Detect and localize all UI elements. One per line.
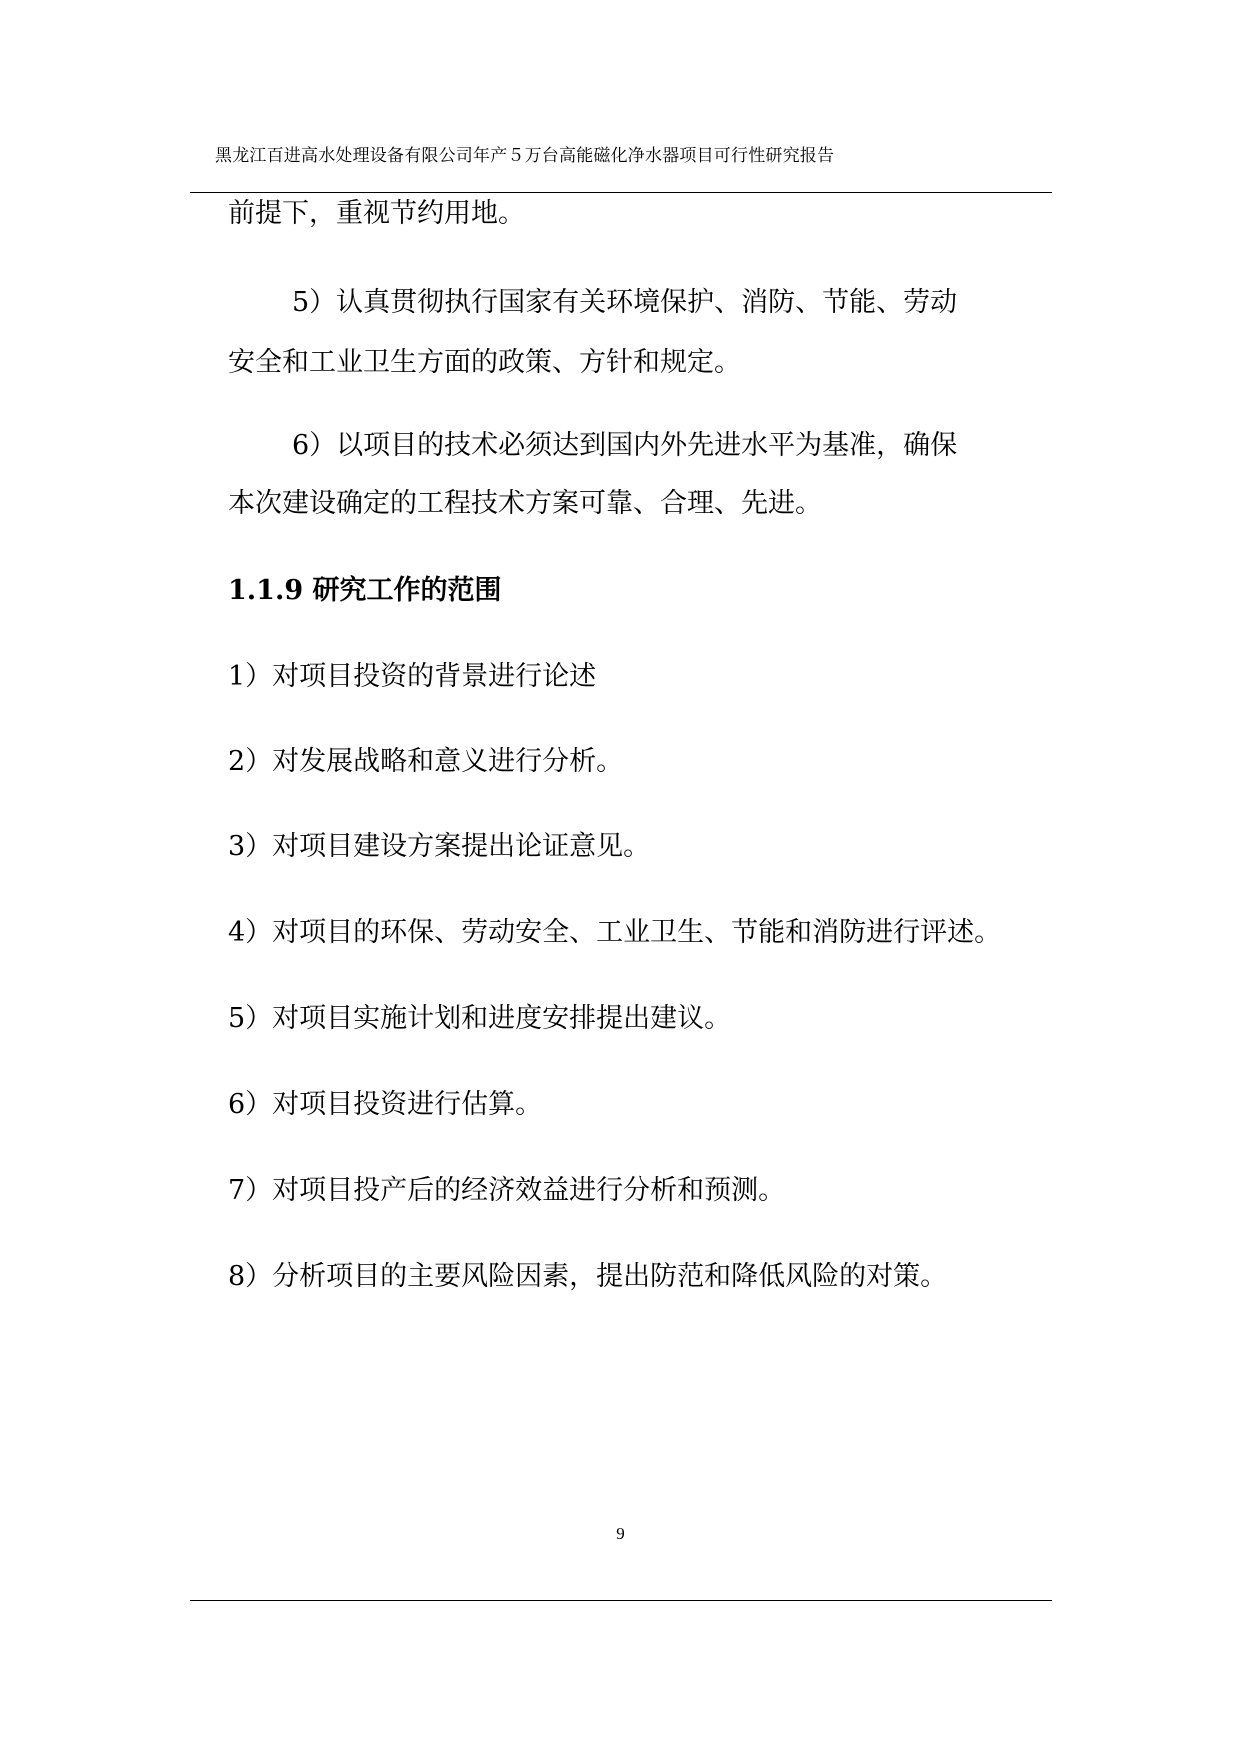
principle-6-line-1: 6）以项目的技术必须达到国内外先进水平为基准，确保: [292, 430, 958, 461]
section-heading: 1.1.9 研究工作的范围: [228, 575, 502, 606]
header-divider: [190, 192, 1052, 193]
list-item: 4）对项目的环保、劳动安全、工业卫生、节能和消防进行评述。: [228, 917, 1002, 948]
document-title: 黑龙江百进高水处理设备有限公司年产５万台高能磁化净水器项目可行性研究报告: [215, 146, 835, 166]
principle-5-line-2: 安全和工业卫生方面的政策、方针和规定。: [228, 347, 741, 378]
list-item: 1）对项目投资的背景进行论述: [228, 661, 597, 692]
list-item: 8）分析项目的主要风险因素，提出防范和降低风险的对策。: [228, 1261, 948, 1292]
list-item: 2）对发展战略和意义进行分析。: [228, 746, 624, 777]
paragraph-continuation: 前提下，重视节约用地。: [228, 198, 525, 229]
list-item: 5）对项目实施计划和进度安排提出建议。: [228, 1003, 732, 1034]
principle-5-line-1: 5）认真贯彻执行国家有关环境保护、消防、节能、劳动: [292, 287, 958, 318]
footer-divider: [190, 1600, 1052, 1601]
list-item: 3）对项目建设方案提出论证意见。: [228, 831, 651, 862]
page-number: 9: [616, 1524, 625, 1543]
principle-6-line-2: 本次建设确定的工程技术方案可靠、合理、先进。: [228, 488, 822, 519]
list-item: 6）对项目投资进行估算。: [228, 1089, 543, 1120]
list-item: 7）对项目投产后的经济效益进行分析和预测。: [228, 1175, 786, 1206]
